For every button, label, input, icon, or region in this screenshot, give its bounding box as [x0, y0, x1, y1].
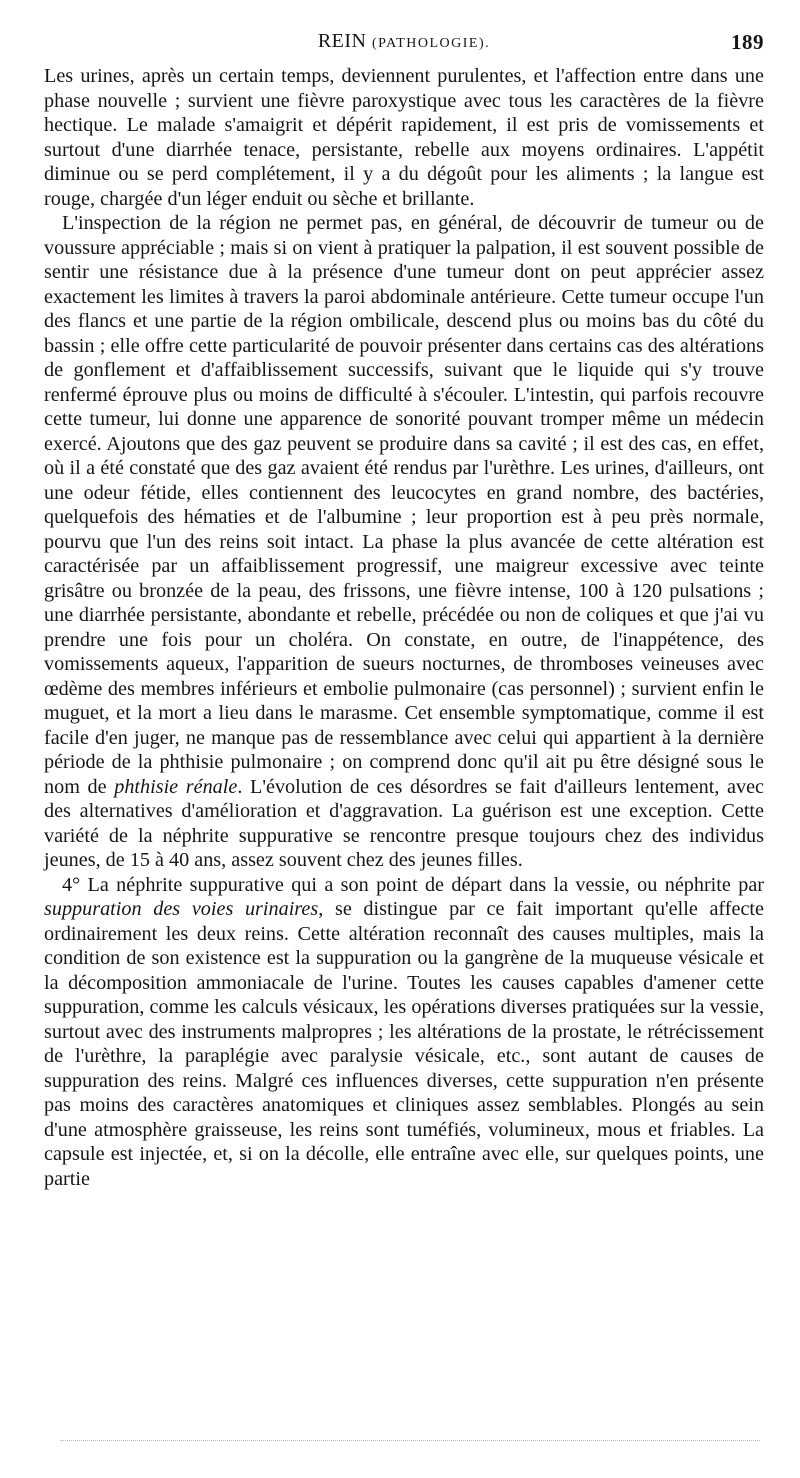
paragraph-3-text-b: , se distingue par ce fait important qu'elle affecte ordinairement les deux reins. Cette altération reconnaît des causes multiples, mais la condition de son existence est la suppuration ou la gangrène de la muqueuse vésicale et la décomposition ammoniacale de l'urine. Toutes les causes capables d'amener cette suppuration, comme les calculs vésicaux, les opérations diverses pratiquées sur la vessie, surtout avec des instruments malpropres ; les altérations de la prostate, le rétrécissement de l'urèthre, la paraplégie avec paralysie vésicale, etc., sont autant de causes de suppuration des reins. Malgré ces influences diverses, cette suppuration n'en présente pas moins des caractères anatomiques et cliniques assez semblables. Plongés au sein d'une atmosphère graisseuse, les reins sont tuméfiés, volumineux, mous et friables. La capsule est injectée, et, si on la décolle, elle entraîne avec elle, sur quelques points, une partie: [44, 898, 764, 1190]
bottom-bleed-line: [60, 1440, 760, 1441]
paragraph-2-text-b: . L'évolution de ces désordres se fait d'ailleurs lentement, avec des alternatives d'amélioration et d'aggravation. La guérison est une exception. Cette variété de la néphrite suppurative se rencontre presque toujours chez des individus jeunes, de 15 à 40 ans, assez souvent chez des jeunes filles.: [44, 775, 764, 871]
page-number: 189: [731, 30, 764, 54]
term-phthisie-renale: phthisie rénale: [114, 775, 238, 798]
running-title-main: REIN: [317, 30, 367, 52]
body-text: [44, 64, 764, 1191]
paragraph-1: Les urines, après un certain temps, deviennent purulentes, et l'affection entre dans une phase nouvelle ; survient une fièvre paroxystique avec tous les caractères de la fièvre hectique. Le malade s'amaigrit et dépérit rapidement, il est pris de vomissements et surtout d'une diarrhée tenace, persistante, rebelle aux moyens ordinaires. L'appétit diminue ou se perd complétement, il y a du dégoût pour les aliments ; la langue est rouge, chargée d'un léger enduit ou sèche et brillante.: [44, 65, 764, 210]
paragraph-2-text-a: L'inspection de la région ne permet pas, en général, de découvrir de tumeur ou de voussure appréciable ; mais si on vient à pratiquer la palpation, il est souvent possible de sentir une résistance due à la présence d'une tumeur dont on peut apprécier assez exactement les limites à travers la paroi abdominale antérieure. Cette tumeur occupe l'un des flancs et une partie de la région ombilicale, descend plus ou moins bas du côté du bassin ; elle offre cette particularité de pouvoir présenter dans certains cas des altérations de gonflement et d'affaiblissement successifs, suivant que le liquide qui s'y trouve renfermé éprouve plus ou moins de difficulté à s'écouler. L'intestin, qui parfois recouvre cette tumeur, lui donne une apparence de sonorité pouvant tromper même un médecin exercé. Ajoutons que des gaz peuvent se produire dans sa cavité ; il est des cas, en effet, où il a été constaté que des gaz avaient été rendus par l'urèthre. Les urines, d'ailleurs, ont une odeur fétide, elles contiennent des leucocytes en grand nombre, des bactéries, quelquefois des hématies et de l'albumine ; leur proportion est à peu près normale, pourvu que l'un des reins soit intact. La phase la plus avancée de cette altération est caractérisée par un affaiblissement progressif, une maigreur excessive avec teinte grisâtre ou bronzée de la peau, des frissons, une fièvre intense, 100 à 120 pulsations ; une diarrhée persistante, abondante et rebelle, précédée ou non de coliques et que j'ai vu prendre une fois pour un choléra. On constate, en outre, de l'inappétence, des vomissements aqueux, l'apparition de sueurs nocturnes, de thromboses veineuses avec œdème des membres inférieurs et embolie pulmonaire (cas personnel) ; survient enfin le muguet, et la mort a lieu dans le marasme. Cet ensemble symptomatique, comme il est facile d'en juger, ne manque pas de ressemblance avec celui qui appartient à la dernière période de la phthisie pulmonaire ; on comprend donc qu'il ait pu être désigné sous le nom de: [44, 212, 764, 798]
running-header: [44, 30, 764, 64]
book-page: [44, 30, 764, 1191]
paragraph-2: [44, 211, 764, 873]
term-suppuration-voies-urinaires: suppuration des voies urinaires: [44, 898, 319, 920]
paragraph-3-text-a: 4° La néphrite suppurative qui a son point de départ dans la vessie, ou néphrite par: [62, 873, 764, 896]
running-title: [44, 30, 764, 53]
running-title-sub: (PATHOLOGIE).: [372, 36, 491, 51]
paragraph-3: [44, 873, 764, 1192]
